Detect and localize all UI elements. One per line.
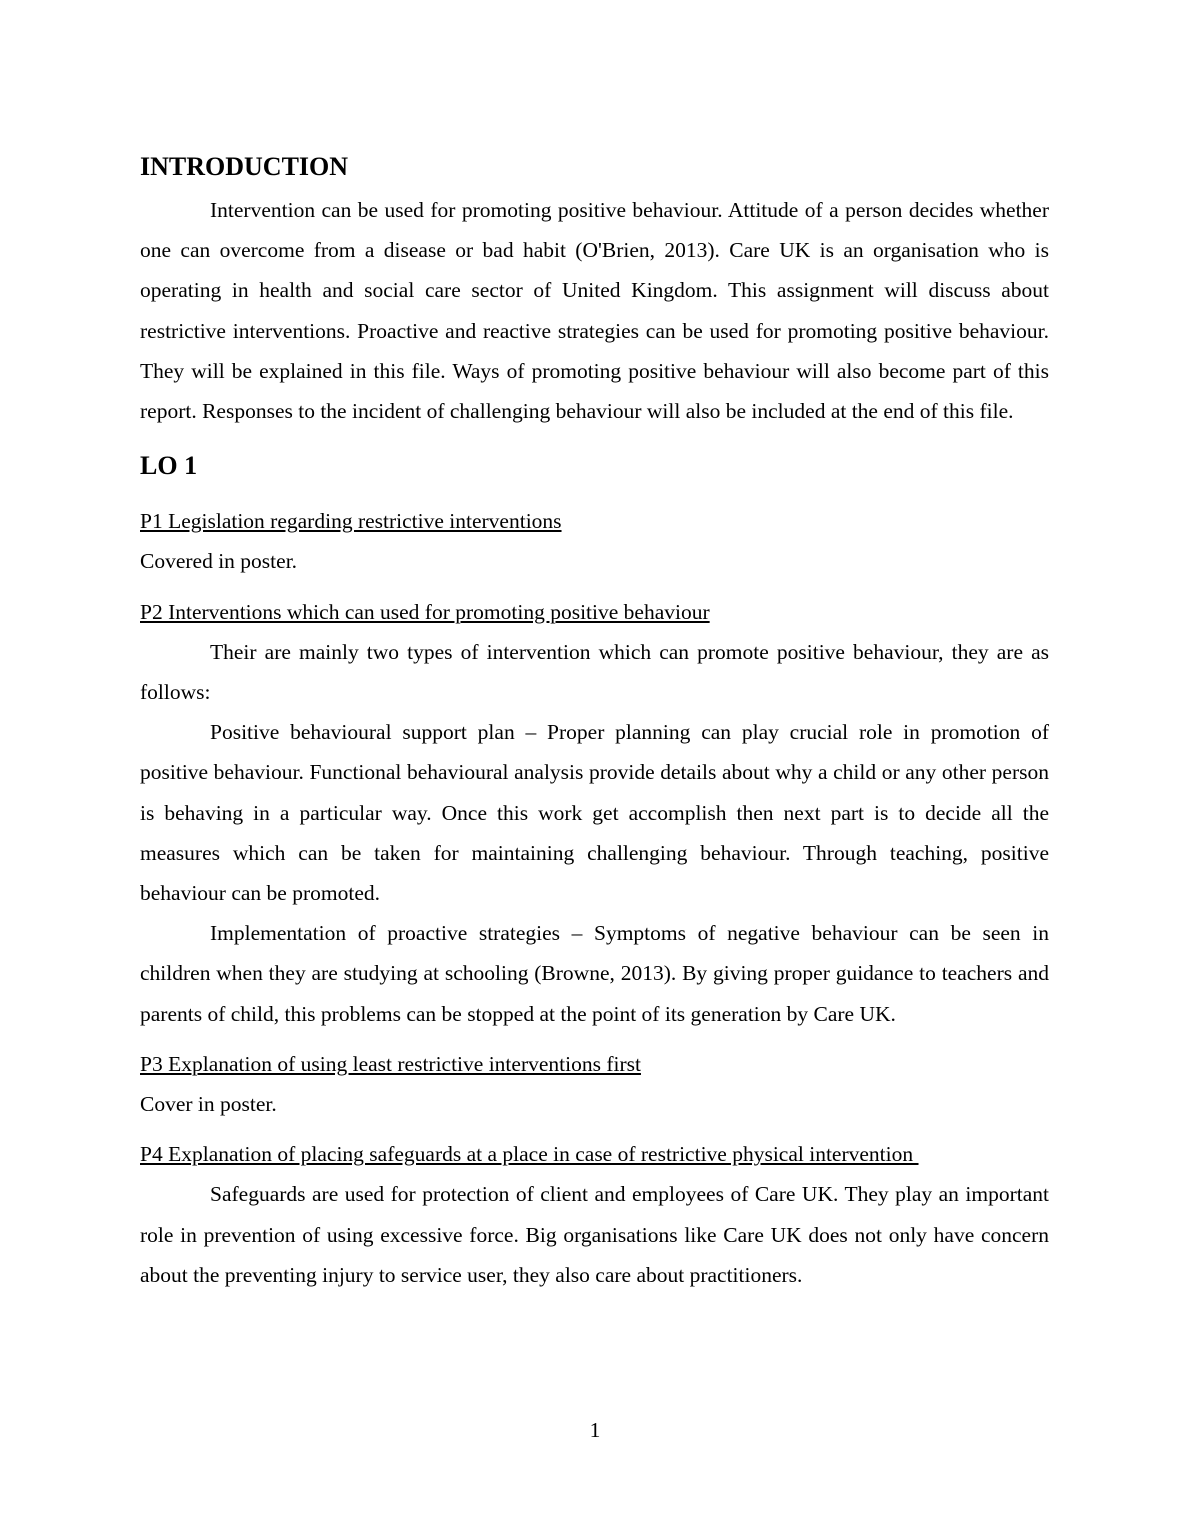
p4-paragraph-1: Safeguards are used for protection of client and employees of Care UK. They play an important role in prevention of using excessive force. Big organisations like Care UK does not only have concern about the preventing injury to service user, they also care about practitioners. xyxy=(140,1182,1049,1287)
lo1-heading: LO 1 xyxy=(140,451,198,481)
p1-text: Covered in poster. xyxy=(140,549,298,574)
p2-paragraph-3: Implementation of proactive strategies – Symptoms of negative behaviour can be seen in children when they are studying at schooling (Browne, 2013). By giving proper guidance to teachers and parents of child, this problems can be stopped at the point of its generation by Care UK. xyxy=(140,921,1049,1026)
page-number: 1 xyxy=(589,1418,601,1442)
p4-subheading: P4 Explanation of placing safeguards at a place in case of restrictive physical intervention xyxy=(140,1142,919,1167)
document-page xyxy=(140,150,1049,1295)
p2-subheading: P2 Interventions which can used for promoting positive behaviour xyxy=(140,599,710,624)
p3-text: Cover in poster. xyxy=(140,1092,277,1117)
introduction-heading: INTRODUCTION xyxy=(140,152,349,181)
p3-subheading: P3 Explanation of using least restrictive interventions first xyxy=(140,1051,641,1076)
p2-paragraph-2: Positive behavioural support plan – Proper planning can play crucial role in promotion of positive behaviour. Functional behavioural analysis provide details about why a child or any other person is behaving in a particular way. Once this work get accomplish then next part is to decide all the measures which can be taken for maintaining challenging behaviour. Through teaching, positive behaviour can be promoted. xyxy=(140,720,1049,906)
p1-subheading: P1 Legislation regarding restrictive interventions xyxy=(140,509,562,534)
introduction-paragraph: Intervention can be used for promoting positive behaviour. Attitude of a person decides whether one can overcome from a disease or bad habit (O'Brien, 2013). Care UK is an organisation who is operating in health and social care sector of United Kingdom. This assignment will discuss about restrictive interventions. Proactive and reactive strategies can be used for promoting positive behaviour. They will be explained in this file. Ways of promoting positive behaviour will also become part of this report. Responses to the incident of challenging behaviour will also be included at the end of this file. xyxy=(140,198,1049,424)
p2-paragraph-1: Their are mainly two types of intervention which can promote positive behaviour, they are as follows: xyxy=(140,639,1049,705)
